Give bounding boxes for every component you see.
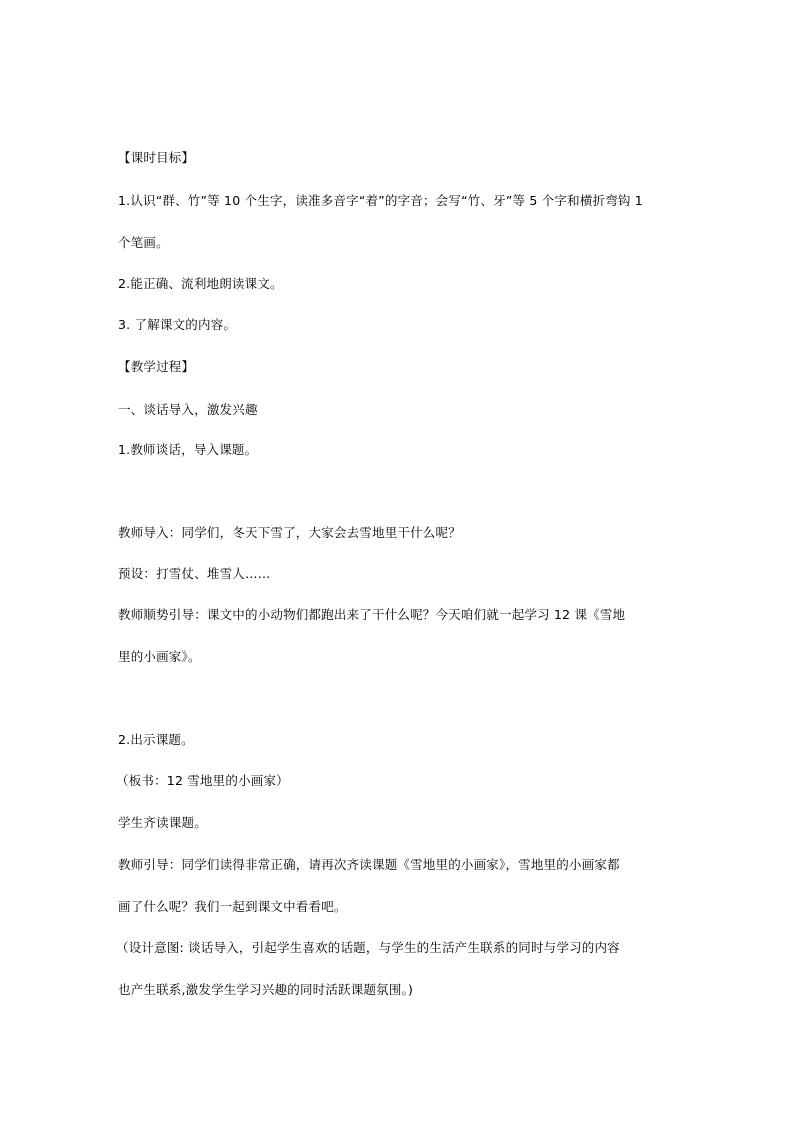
students-read: 学生齐读课题。: [118, 815, 207, 830]
section-heading-objectives: 【课时目标】: [118, 150, 195, 165]
teacher-guide-2-line-1: 教师引导：同学们读得非常正确，请再次齐读课题《雪地里的小画家》，雪地里的小画家都: [118, 857, 620, 872]
section-heading-process: 【教学过程】: [118, 359, 195, 374]
step-1-1: 1.教师谈话，导入课题。: [118, 442, 258, 457]
step-1-2: 2.出示课题。: [118, 732, 194, 747]
objective-1-line-2: 个笔画。: [118, 235, 169, 250]
objective-1-line-1: 1.认识“群、竹”等 10 个生字，读准多音字“着”的字音；会写“竹、牙”等 5 个字和横折弯钩 1: [118, 193, 643, 208]
objective-2: 2.能正确、流利地朗读课文。: [118, 276, 283, 291]
teacher-guide-line-1: 教师顺势引导：课文中的小动物们都跑出来了干什么呢？今天咱们就一起学习 12 课《雪地: [118, 607, 626, 622]
preset-answer: 预设：打雪仗、堆雪人……: [118, 566, 271, 581]
teacher-intro: 教师导入：同学们，冬天下雪了，大家会去雪地里干什么呢？: [118, 525, 461, 540]
teacher-guide-line-2: 里的小画家》。: [118, 649, 201, 664]
objective-3: 3. 了解课文的内容。: [118, 317, 237, 332]
design-intent-line-1: （设计意图: 谈话导入，引起学生喜欢的话题，与学生的生活产生联系的同时与学习的内容: [116, 940, 620, 955]
blackboard-note: （板书：12 雪地里的小画家）: [116, 773, 289, 788]
step-heading-1: 一、谈话导入，激发兴趣: [118, 402, 258, 417]
design-intent-line-2: 也产生联系,激发学生学习兴趣的同时活跃课题氛围。): [118, 982, 414, 997]
teacher-guide-2-line-2: 画了什么呢？我们一起到课文中看看吧。: [118, 899, 347, 914]
